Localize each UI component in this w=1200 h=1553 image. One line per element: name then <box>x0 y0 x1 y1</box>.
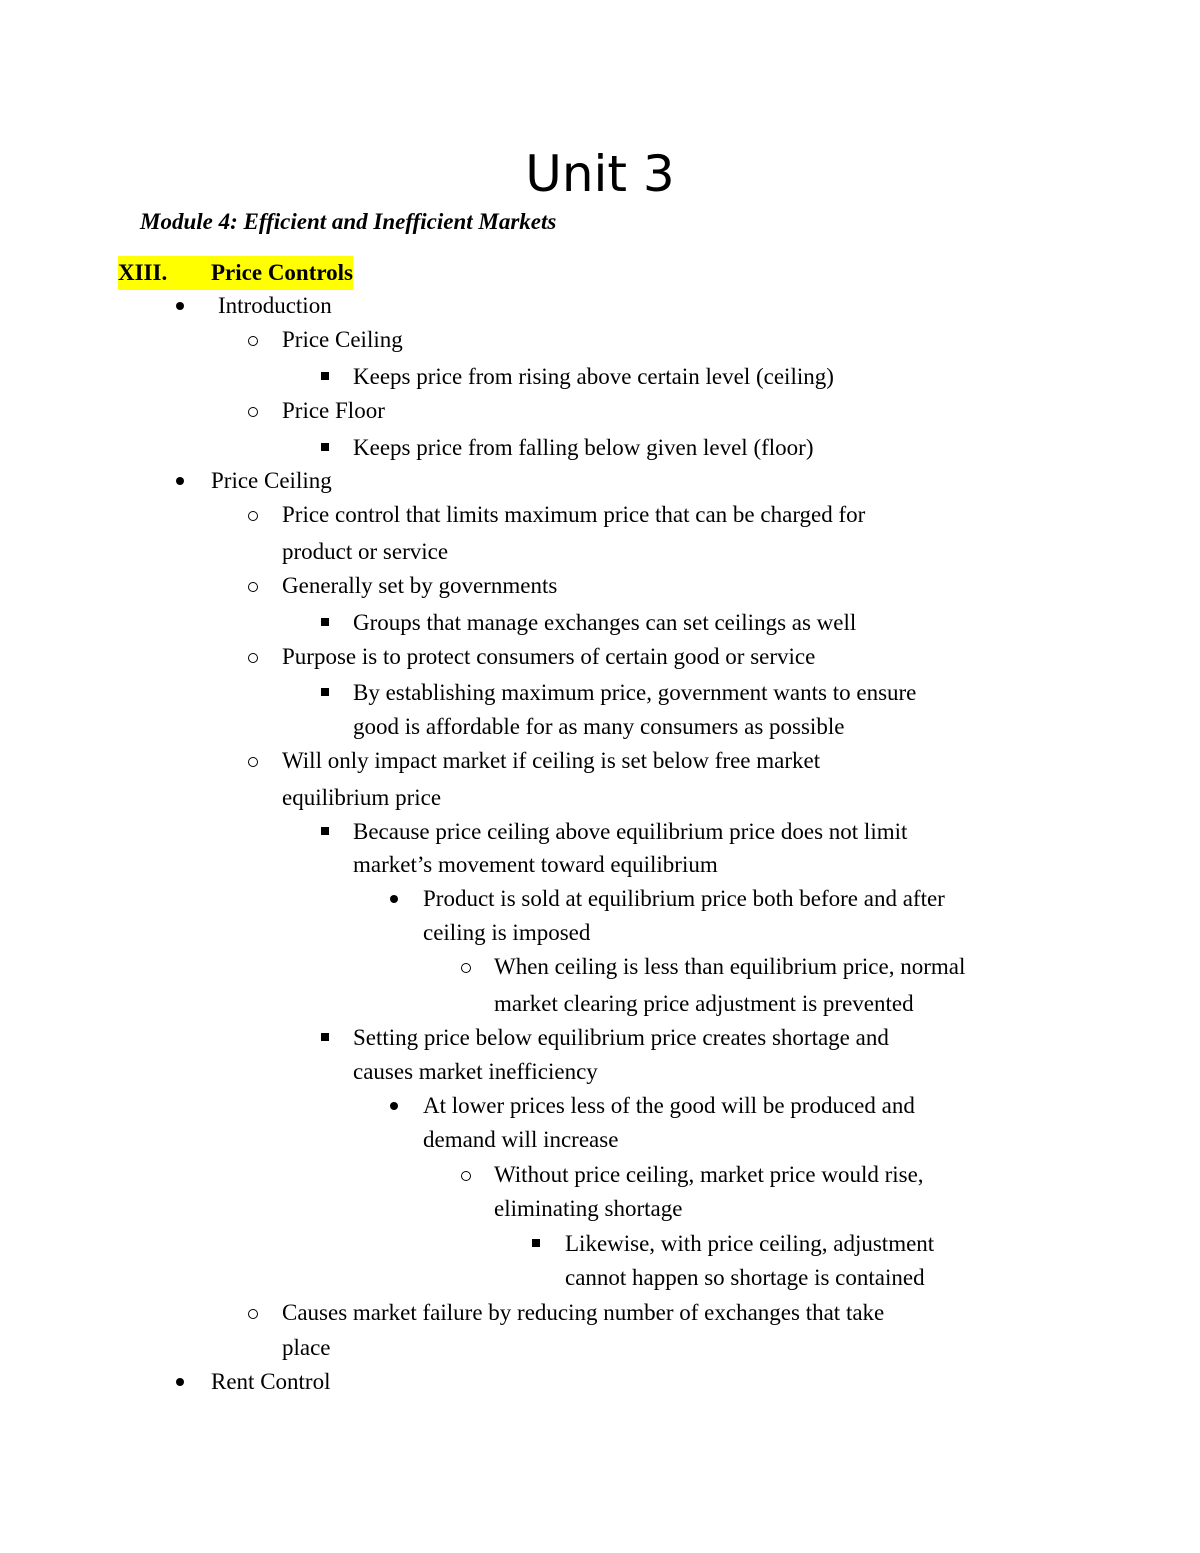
list-item-continuation: product or service <box>282 539 449 564</box>
bullet-disc-icon <box>176 302 184 310</box>
list-item-continuation: cannot happen so shortage is contained <box>565 1265 925 1290</box>
bullet-circle-icon <box>248 653 258 663</box>
list-item: When ceiling is less than equilibrium price, normal <box>494 954 966 979</box>
section-heading <box>118 256 353 290</box>
bullet-square-icon <box>321 443 329 451</box>
list-item: Will only impact market if ceiling is set below free market <box>282 748 821 773</box>
section-number: XIII. <box>118 260 168 285</box>
list-item-continuation: demand will increase <box>423 1127 619 1152</box>
list-item: Without price ceiling, market price would rise, <box>494 1162 924 1187</box>
bullet-circle-icon <box>248 511 258 521</box>
bullet-square-icon <box>321 618 329 626</box>
bullet-circle-icon <box>248 757 258 767</box>
list-item-continuation: market clearing price adjustment is prevented <box>494 991 914 1016</box>
bullet-disc-icon <box>176 1378 184 1386</box>
bullet-circle-icon <box>248 336 258 346</box>
list-item: Rent Control <box>211 1369 331 1394</box>
bullet-square-icon <box>532 1239 540 1247</box>
list-item: At lower prices less of the good will be produced and <box>423 1093 915 1118</box>
bullet-circle-icon <box>248 582 258 592</box>
section-title: Price Controls <box>211 260 354 285</box>
bullet-square-icon <box>321 1033 329 1041</box>
list-item: Keeps price from rising above certain level (ceiling) <box>353 364 834 389</box>
list-item: Causes market failure by reducing number of exchanges that take <box>282 1300 885 1325</box>
list-item: Introduction <box>218 293 332 318</box>
bullet-circle-icon <box>461 1171 471 1181</box>
list-item: Product is sold at equilibrium price both before and after <box>423 886 945 911</box>
page-title: Unit 3 <box>525 145 675 203</box>
module-heading: Module 4: Efficient and Inefficient Markets <box>140 209 557 234</box>
bullet-circle-icon <box>248 1309 258 1319</box>
bullet-disc-icon <box>390 1102 398 1110</box>
list-item: Generally set by governments <box>282 573 558 598</box>
list-item-continuation: market’s movement toward equilibrium <box>353 852 718 877</box>
list-item-continuation: equilibrium price <box>282 785 442 810</box>
bullet-disc-icon <box>390 895 398 903</box>
bullet-disc-icon <box>176 477 184 485</box>
bullet-square-icon <box>321 688 329 696</box>
bullet-square-icon <box>321 827 329 835</box>
list-item: Setting price below equilibrium price creates shortage and <box>353 1025 889 1050</box>
bullet-square-icon <box>321 372 329 380</box>
list-item: Purpose is to protect consumers of certain good or service <box>282 644 816 669</box>
list-item: Price Ceiling <box>282 327 403 352</box>
bullet-circle-icon <box>461 963 471 973</box>
list-item: Likewise, with price ceiling, adjustment <box>565 1231 935 1256</box>
list-item-continuation: good is affordable for as many consumers as possible <box>353 714 845 739</box>
list-item: Price Ceiling <box>211 468 332 493</box>
list-item: Price control that limits maximum price that can be charged for <box>282 502 866 527</box>
list-item: By establishing maximum price, government wants to ensure <box>353 680 917 705</box>
list-item-continuation: ceiling is imposed <box>423 920 591 945</box>
list-item-continuation: eliminating shortage <box>494 1196 683 1221</box>
list-item-continuation: place <box>282 1335 331 1360</box>
section-highlight <box>118 256 353 290</box>
list-item: Keeps price from falling below given level (floor) <box>353 435 814 460</box>
list-item: Price Floor <box>282 398 385 423</box>
list-item-continuation: causes market inefficiency <box>353 1059 598 1084</box>
list-item: Groups that manage exchanges can set ceilings as well <box>353 610 857 635</box>
list-item: Because price ceiling above equilibrium price does not limit <box>353 819 908 844</box>
bullet-circle-icon <box>248 407 258 417</box>
